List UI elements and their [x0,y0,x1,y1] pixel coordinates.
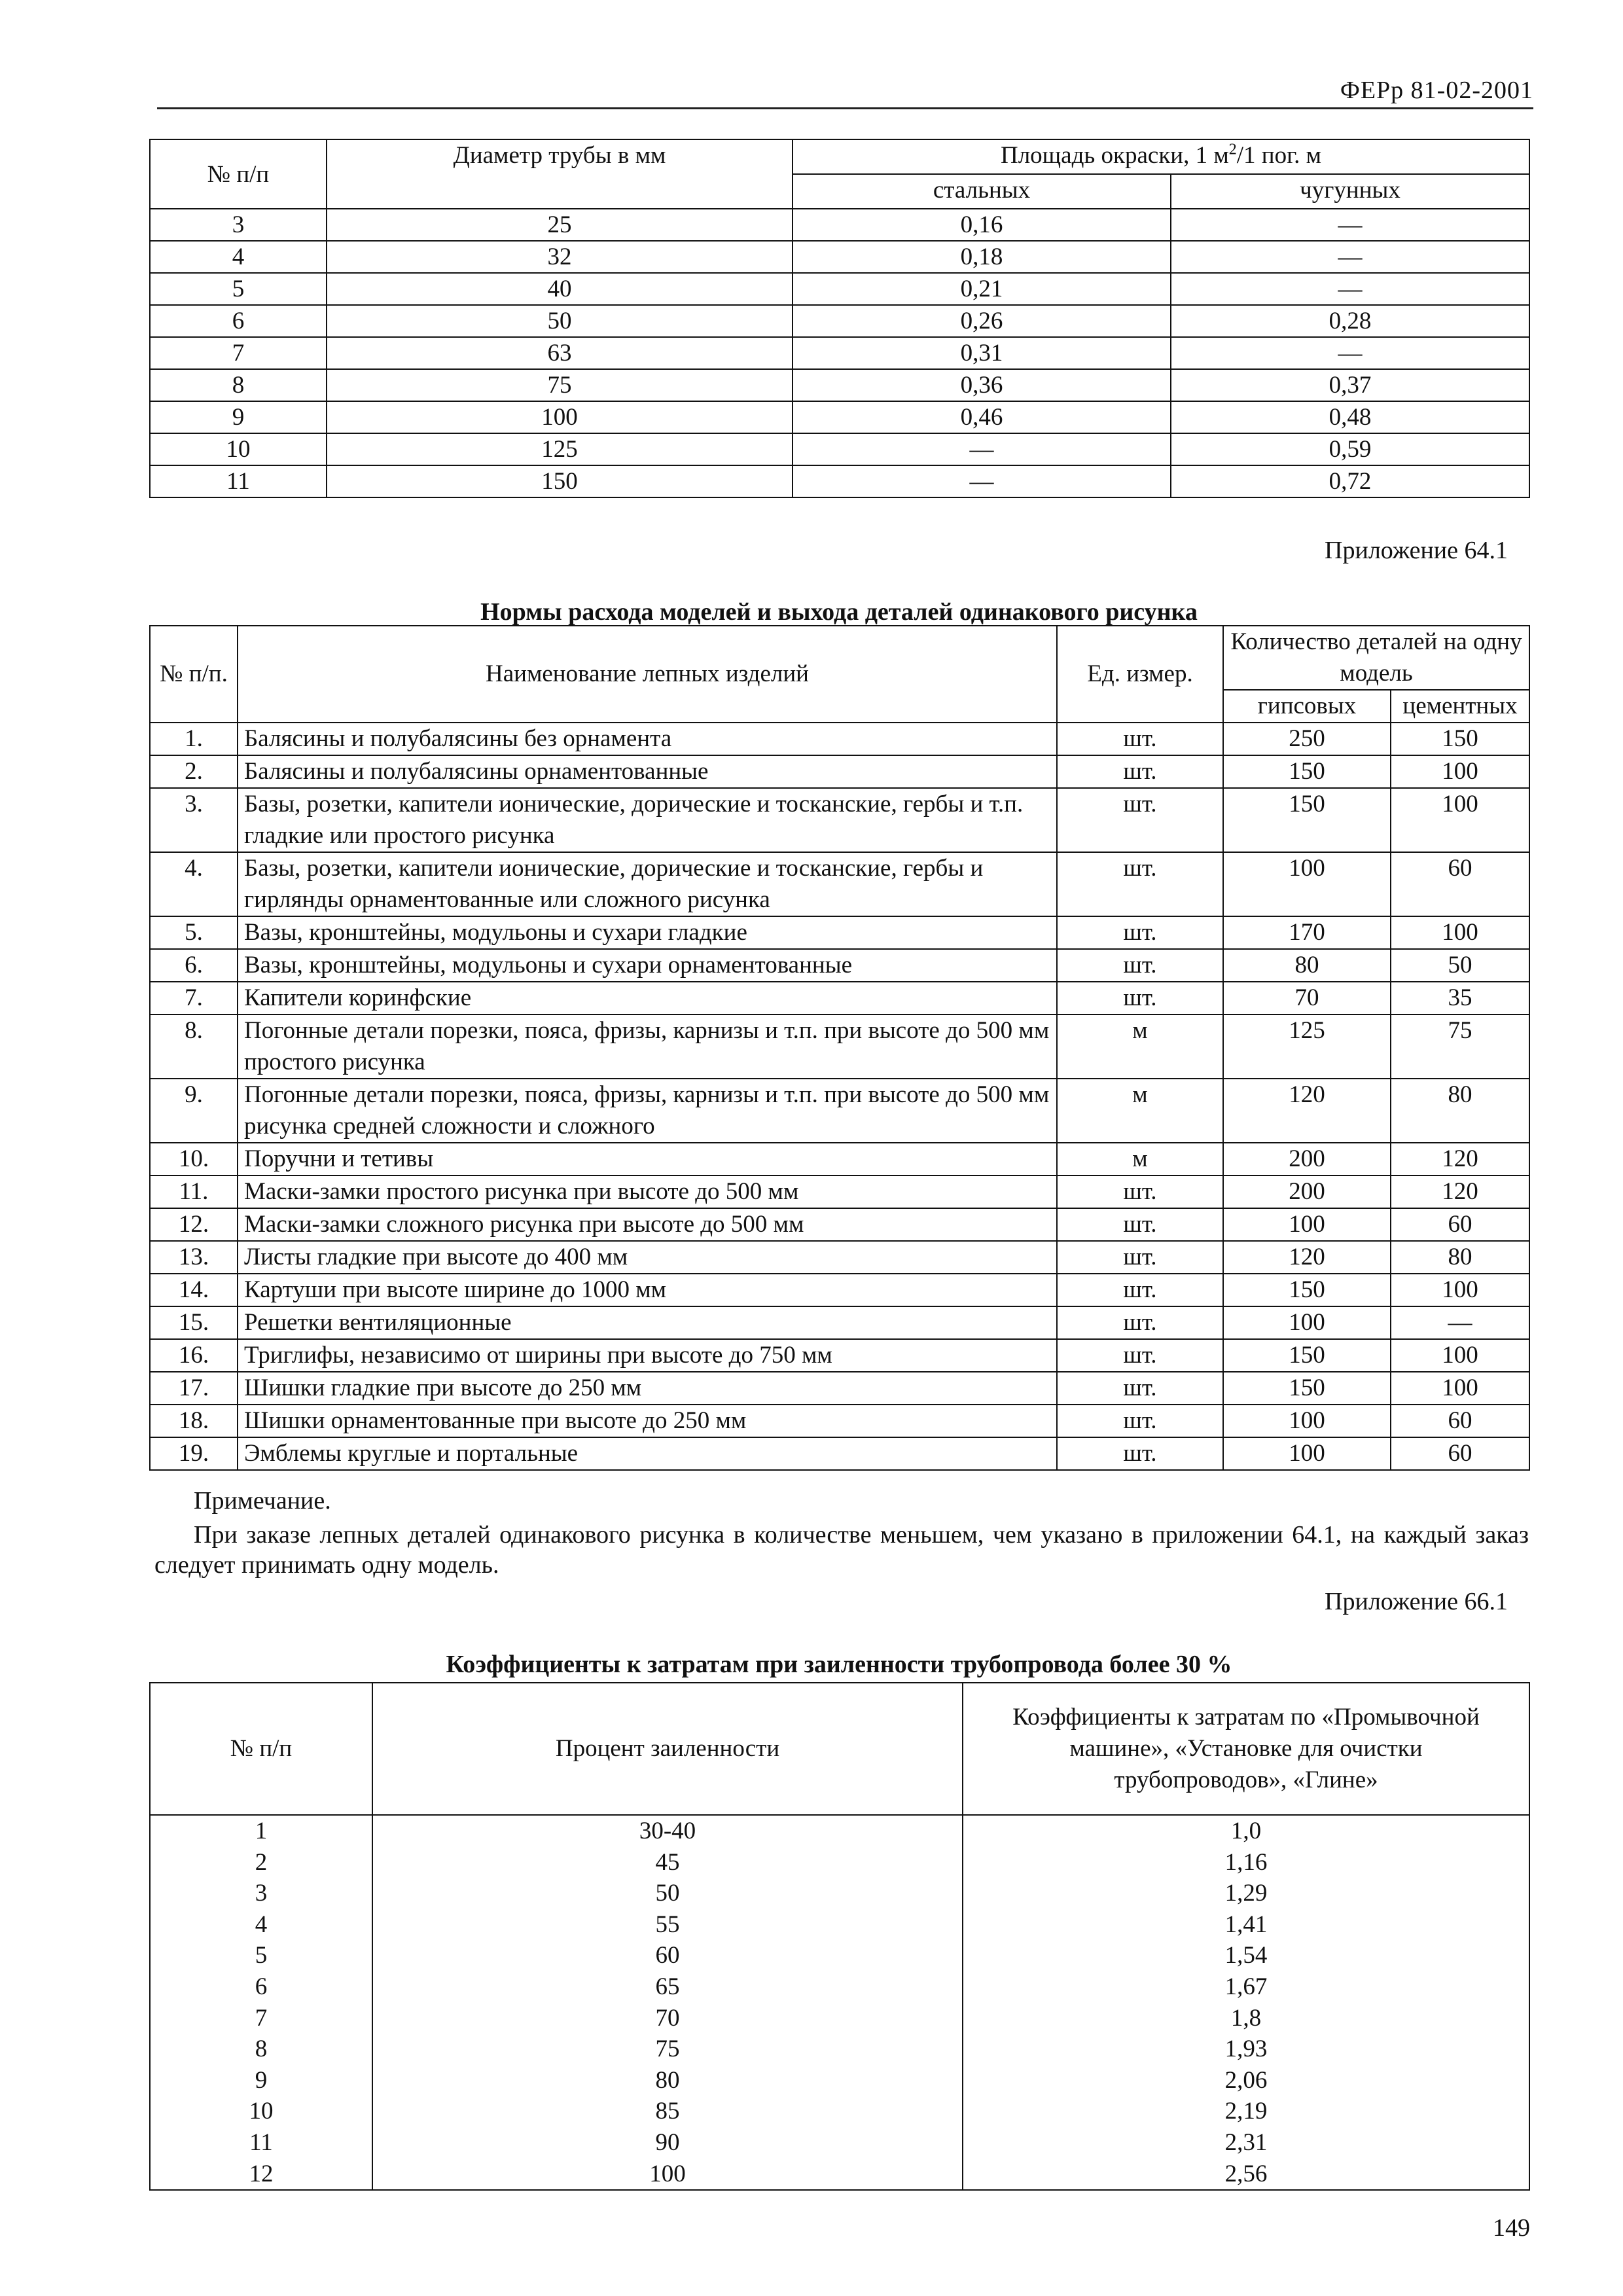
cell-cement: 60 [1391,1405,1529,1437]
table-row [150,1143,1529,1175]
cell-unit: шт. [1057,916,1223,949]
cell-num: 9. [150,1079,238,1143]
cell-num: 11 [150,2127,372,2159]
cell-cast-iron: 0,59 [1171,433,1529,465]
cell-percent: 45 [372,1847,963,1878]
cell-unit: шт. [1057,788,1223,852]
cell-name: Шишки орнаментованные при высоте до 250 мм [238,1405,1057,1437]
cell-cement: 60 [1391,1208,1529,1241]
cell-num: 3 [150,1878,372,1909]
cell-num: 16. [150,1339,238,1372]
cell-name: Балясины и полубалясины орнаментованные [238,755,1057,788]
cell-num: 4 [150,241,327,273]
cell-cement: 60 [1391,1437,1529,1470]
col-header-quantity: Количество деталей на одну модель [1223,626,1529,690]
col-header-coefficient: Коэффициенты к затратам по «Промывочной машине», «Установке для очистки трубопроводов», «Глине» [963,1683,1529,1815]
table-row [150,1909,1529,1941]
cell-coefficient: 2,56 [963,2159,1529,2191]
note-label: Примечание. [194,1487,331,1515]
table-row [150,2003,1529,2034]
cell-cement: 100 [1391,1274,1529,1306]
cell-coefficient: 1,67 [963,1971,1529,2003]
col-header-num: № п/п. [150,626,238,723]
cell-num: 10 [150,2096,372,2127]
cell-unit: шт. [1057,1372,1223,1405]
cell-cement: 120 [1391,1175,1529,1208]
cell-steel: — [793,465,1171,497]
cell-gypsum: 100 [1223,852,1391,916]
cell-num: 3. [150,788,238,852]
pipe-paint-area-table [149,139,1530,498]
cell-gypsum: 120 [1223,1079,1391,1143]
cell-name: Шишки гладкие при высоте до 250 мм [238,1372,1057,1405]
cell-unit: шт. [1057,1437,1223,1470]
table-row [150,1372,1529,1405]
col-header-gypsum: гипсовых [1223,690,1391,723]
table-row [150,241,1529,273]
cell-num: 11. [150,1175,238,1208]
table-row [150,852,1529,916]
cell-coefficient: 1,41 [963,1909,1529,1941]
cell-num: 9 [150,401,327,433]
cell-gypsum: 150 [1223,788,1391,852]
cell-num: 12 [150,2159,372,2191]
table-row [150,1437,1529,1470]
table-row [150,949,1529,982]
cell-gypsum: 150 [1223,1372,1391,1405]
cell-steel: 0,26 [793,305,1171,337]
cell-num: 5 [150,1940,372,1971]
cell-cement: 75 [1391,1014,1529,1079]
cell-name: Триглифы, независимо от ширины при высоте до 750 мм [238,1339,1057,1372]
cell-cement: 150 [1391,723,1529,755]
cell-num: 3 [150,209,327,241]
cell-cast-iron: 0,37 [1171,369,1529,401]
cell-num: 15. [150,1306,238,1339]
cell-num: 13. [150,1241,238,1274]
cell-unit: м [1057,1143,1223,1175]
cell-diameter: 50 [327,305,793,337]
cell-coefficient: 1,8 [963,2003,1529,2034]
cell-num: 12. [150,1208,238,1241]
cell-cement: 120 [1391,1143,1529,1175]
col-header-steel: стальных [793,174,1171,209]
cell-name: Базы, розетки, капители ионические, дорические и тосканские, гербы и гирлянды орнаментованные или сложного рисунка [238,852,1057,916]
table-row [150,433,1529,465]
cell-num: 5. [150,916,238,949]
cell-diameter: 100 [327,401,793,433]
table-row [150,1405,1529,1437]
cell-num: 2 [150,1847,372,1878]
appendix-66-label: Приложение 66.1 [1325,1588,1508,1615]
cell-name: Эмблемы круглые и портальные [238,1437,1057,1470]
cell-num: 4 [150,1909,372,1941]
cell-cement: 100 [1391,788,1529,852]
cell-num: 14. [150,1274,238,1306]
cell-num: 6 [150,305,327,337]
silting-coefficients-table [149,1682,1530,2191]
cell-cement: 50 [1391,949,1529,982]
table-row [150,2159,1529,2191]
table2-title: Нормы расхода моделей и выхода деталей одинакового рисунка [480,598,1198,626]
cell-gypsum: 120 [1223,1241,1391,1274]
cell-num: 1 [150,1815,372,1847]
cell-percent: 65 [372,1971,963,2003]
table-row [150,1014,1529,1079]
cell-name: Капители коринфские [238,982,1057,1014]
table-row [150,1208,1529,1241]
table-row [150,788,1529,852]
col-header-num: № п/п [150,1683,372,1815]
cell-percent: 30-40 [372,1815,963,1847]
table-row [150,305,1529,337]
cell-unit: шт. [1057,755,1223,788]
cell-coefficient: 1,54 [963,1940,1529,1971]
table-row [150,2096,1529,2127]
cell-steel: 0,46 [793,401,1171,433]
page-number: 149 [1493,2214,1530,2242]
cell-gypsum: 150 [1223,755,1391,788]
cell-coefficient: 2,19 [963,2096,1529,2127]
cell-name: Вазы, кронштейны, модульоны и сухари орнаментованные [238,949,1057,982]
cell-unit: шт. [1057,1405,1223,1437]
cell-name: Поручни и тетивы [238,1143,1057,1175]
col-header-cement: цементных [1391,690,1529,723]
cell-cement: 100 [1391,755,1529,788]
cell-name: Погонные детали порезки, пояса, фризы, карнизы и т.п. при высоте до 500 мм рисунка средней сложности и сложного [238,1079,1057,1143]
cell-name: Базы, розетки, капители ионические, дорические и тосканские, гербы и т.п. гладкие или простого рисунка [238,788,1057,852]
table-row [150,1175,1529,1208]
cell-unit: шт. [1057,949,1223,982]
table-row [150,723,1529,755]
cell-num: 8 [150,369,327,401]
cell-name: Вазы, кронштейны, модульоны и сухари гладкие [238,916,1057,949]
col-header-diameter: Диаметр трубы в мм [327,139,793,209]
cell-gypsum: 170 [1223,916,1391,949]
cell-num: 17. [150,1372,238,1405]
cell-num: 5 [150,273,327,305]
cell-unit: шт. [1057,1274,1223,1306]
cell-unit: шт. [1057,1175,1223,1208]
cell-unit: шт. [1057,852,1223,916]
cell-unit: м [1057,1079,1223,1143]
cell-coefficient: 1,93 [963,2034,1529,2065]
cell-cast-iron: — [1171,209,1529,241]
table-row [150,755,1529,788]
table-row [150,1940,1529,1971]
table-row [150,1306,1529,1339]
table-row [150,2127,1529,2159]
cell-num: 10 [150,433,327,465]
cell-num: 9 [150,2065,372,2096]
cell-percent: 90 [372,2127,963,2159]
cell-gypsum: 125 [1223,1014,1391,1079]
table-row [150,916,1529,949]
table3-title: Коэффициенты к затратам при заиленности трубопровода более 30 % [446,1651,1232,1678]
cell-diameter: 150 [327,465,793,497]
cell-coefficient: 1,16 [963,1847,1529,1878]
cell-unit: шт. [1057,1306,1223,1339]
cell-unit: шт. [1057,723,1223,755]
col-header-unit: Ед. измер. [1057,626,1223,723]
table-row [150,369,1529,401]
table-row [150,1274,1529,1306]
cell-num: 8. [150,1014,238,1079]
cell-num: 10. [150,1143,238,1175]
cell-cement: 100 [1391,1372,1529,1405]
cell-gypsum: 100 [1223,1405,1391,1437]
cell-percent: 70 [372,2003,963,2034]
cell-cast-iron: 0,72 [1171,465,1529,497]
table-row [150,2065,1529,2096]
cell-unit: шт. [1057,1339,1223,1372]
table-row [150,273,1529,305]
cell-cast-iron: 0,28 [1171,305,1529,337]
cell-num: 2. [150,755,238,788]
cell-cement: 100 [1391,1339,1529,1372]
cell-coefficient: 1,29 [963,1878,1529,1909]
cell-gypsum: 150 [1223,1339,1391,1372]
cell-num: 11 [150,465,327,497]
cell-diameter: 25 [327,209,793,241]
cell-coefficient: 2,31 [963,2127,1529,2159]
col-header-cast-iron: чугунных [1171,174,1529,209]
cell-num: 6 [150,1971,372,2003]
cell-num: 7 [150,2003,372,2034]
cell-gypsum: 70 [1223,982,1391,1014]
cell-steel: — [793,433,1171,465]
table-row [150,465,1529,497]
cell-num: 6. [150,949,238,982]
cell-gypsum: 100 [1223,1437,1391,1470]
cell-num: 8 [150,2034,372,2065]
note-text: При заказе лепных деталей одинакового рисунка в количестве меньшем, чем указано в приложении 64.1, на каждый заказ следует принимать одну модель. [154,1521,1529,1579]
cell-gypsum: 200 [1223,1143,1391,1175]
cell-num: 19. [150,1437,238,1470]
table-row [150,337,1529,369]
col-header-percent: Процент заиленности [372,1683,963,1815]
cell-percent: 80 [372,2065,963,2096]
cell-gypsum: 150 [1223,1274,1391,1306]
cell-name: Картуши при высоте ширине до 1000 мм [238,1274,1057,1306]
table-row [150,401,1529,433]
cell-gypsum: 100 [1223,1208,1391,1241]
table-row [150,1971,1529,2003]
col-header-num: № п/п [150,139,327,209]
cell-gypsum: 200 [1223,1175,1391,1208]
cell-cement: 60 [1391,852,1529,916]
cell-name: Маски-замки простого рисунка при высоте до 500 мм [238,1175,1057,1208]
cell-cement: 80 [1391,1241,1529,1274]
cell-num: 18. [150,1405,238,1437]
table-row [150,1847,1529,1878]
cell-name: Маски-замки сложного рисунка при высоте до 500 мм [238,1208,1057,1241]
cell-gypsum: 80 [1223,949,1391,982]
appendix-64-label: Приложение 64.1 [1325,537,1508,564]
cell-unit: м [1057,1014,1223,1079]
cell-cast-iron: — [1171,241,1529,273]
table-row [150,1079,1529,1143]
table-row [150,1815,1529,1847]
cell-cement: 100 [1391,916,1529,949]
col-header-name: Наименование лепных изделий [238,626,1057,723]
cell-percent: 60 [372,1940,963,1971]
document-code: ФЕРр 81-02-2001 [1340,77,1533,104]
cell-name: Балясины и полубалясины без орнамента [238,723,1057,755]
cell-coefficient: 1,0 [963,1815,1529,1847]
cell-steel: 0,16 [793,209,1171,241]
table-row [150,1339,1529,1372]
cell-diameter: 40 [327,273,793,305]
cell-cement: 80 [1391,1079,1529,1143]
cell-name: Погонные детали порезки, пояса, фризы, карнизы и т.п. при высоте до 500 мм простого рисунка [238,1014,1057,1079]
col-header-area: Площадь окраски, 1 $м^2/1$ пог. м [793,139,1529,174]
cell-cast-iron: — [1171,337,1529,369]
cell-unit: шт. [1057,1208,1223,1241]
table-row [150,982,1529,1014]
moulding-norms-table [149,625,1530,1471]
cell-cast-iron: 0,48 [1171,401,1529,433]
cell-name: Решетки вентиляционные [238,1306,1057,1339]
cell-percent: 85 [372,2096,963,2127]
cell-percent: 100 [372,2159,963,2191]
cell-steel: 0,18 [793,241,1171,273]
cell-percent: 75 [372,2034,963,2065]
cell-diameter: 75 [327,369,793,401]
cell-num: 1. [150,723,238,755]
cell-diameter: 63 [327,337,793,369]
cell-steel: 0,36 [793,369,1171,401]
cell-diameter: 32 [327,241,793,273]
table-row [150,1878,1529,1909]
table-row [150,1241,1529,1274]
cell-cast-iron: — [1171,273,1529,305]
cell-num: 7 [150,337,327,369]
cell-coefficient: 2,06 [963,2065,1529,2096]
cell-steel: 0,31 [793,337,1171,369]
table-row [150,2034,1529,2065]
cell-num: 7. [150,982,238,1014]
cell-diameter: 125 [327,433,793,465]
cell-percent: 50 [372,1878,963,1909]
cell-unit: шт. [1057,982,1223,1014]
cell-gypsum: 100 [1223,1306,1391,1339]
cell-steel: 0,21 [793,273,1171,305]
cell-cement: 35 [1391,982,1529,1014]
cell-num: 4. [150,852,238,916]
table-row [150,209,1529,241]
cell-percent: 55 [372,1909,963,1941]
cell-name: Листы гладкие при высоте до 400 мм [238,1241,1057,1274]
cell-cement: — [1391,1306,1529,1339]
page-header [157,73,1533,109]
cell-unit: шт. [1057,1241,1223,1274]
cell-gypsum: 250 [1223,723,1391,755]
